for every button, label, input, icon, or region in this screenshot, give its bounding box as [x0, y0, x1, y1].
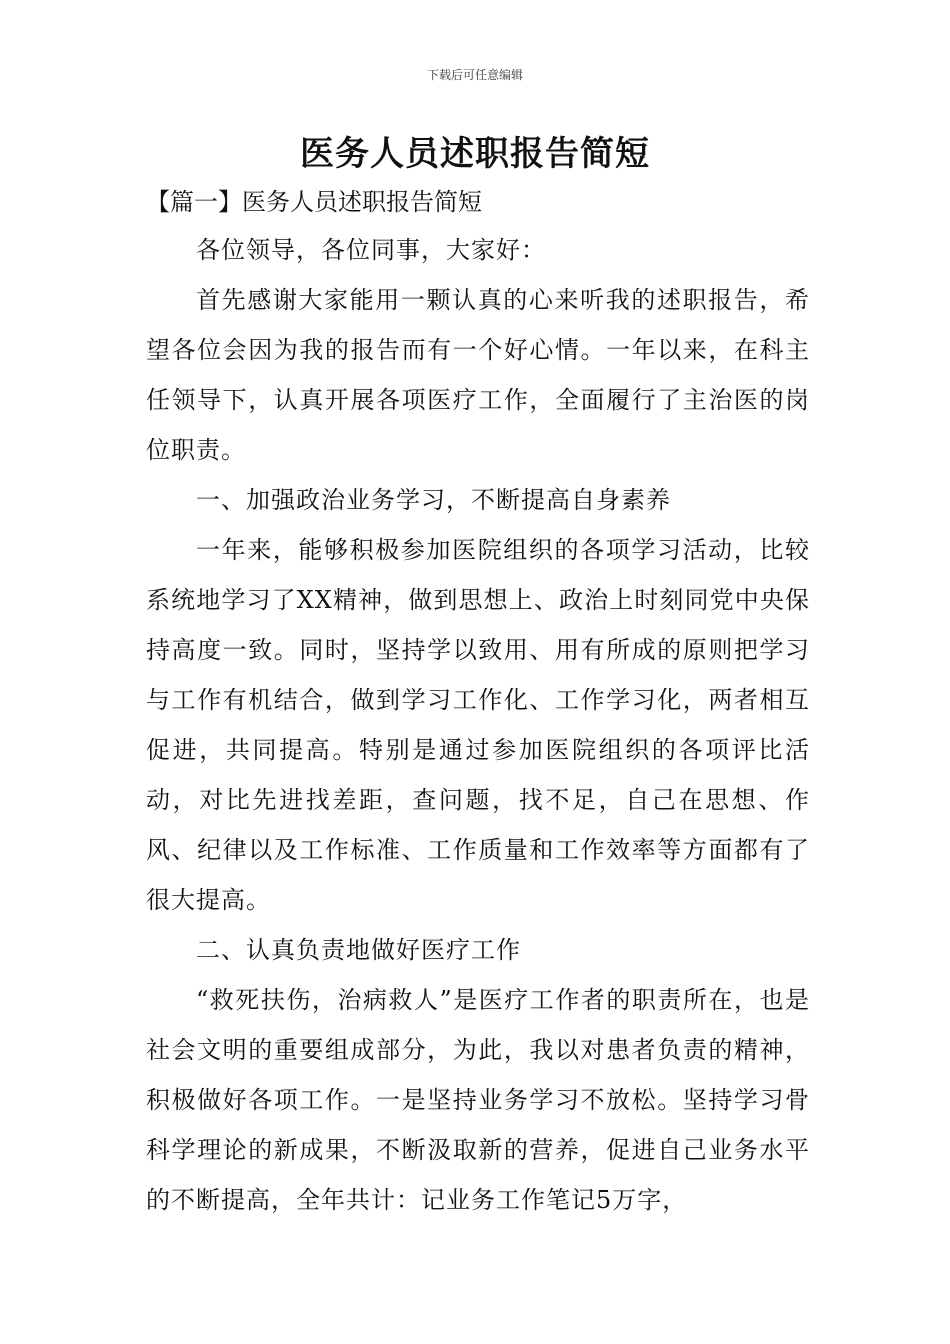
document-title: 医务人员述职报告简短	[300, 134, 650, 174]
medical-work-paragraph: “救死扶伤，治病救人”是医疗工作者的职责所在，也是社会文明的重要组成部分，为此，我以对患者负责的精神，积极做好各项工作。一是坚持业务学习不放松。坚持学习骨科学理论的新成果，不断汲取新的营养，促进自己业务水平的不断提高，全年共计：记业务工作笔记5万字，	[146, 986, 810, 1214]
section-label: 【篇一】医务人员述职报告简短	[146, 188, 482, 216]
intro-paragraph: 首先感谢大家能用一颗认真的心来听我的述职报告，希望各位会因为我的报告而有一个好心情。一年以来，在科主任领导下，认真开展各项医疗工作，全面履行了主治医的岗位职责。	[146, 286, 810, 464]
political-study-paragraph: 一年来，能够积极参加医院组织的各项学习活动，比较系统地学习了XX精神，做到思想上、政治上时刻同党中央保持高度一致。同时，坚持学以致用、用有所成的原则把学习与工作有机结合，做到学习工作化、工作学习化，两者相互促进，共同提高。特别是通过参加医院组织的各项评比活动，对比先进找差距，查问题，找不足，自己在思想、作风、纪律以及工作标准、工作质量和工作效率等方面都有了很大提高。	[146, 536, 810, 914]
header-note: 下载后可任意编辑	[426, 68, 523, 82]
heading-political-study: 一、加强政治业务学习，不断提高自身素养	[196, 486, 671, 514]
document-body	[146, 225, 810, 1225]
heading-medical-work: 二、认真负责地做好医疗工作	[196, 936, 521, 964]
greeting-paragraph: 各位领导，各位同事，大家好：	[196, 236, 546, 264]
